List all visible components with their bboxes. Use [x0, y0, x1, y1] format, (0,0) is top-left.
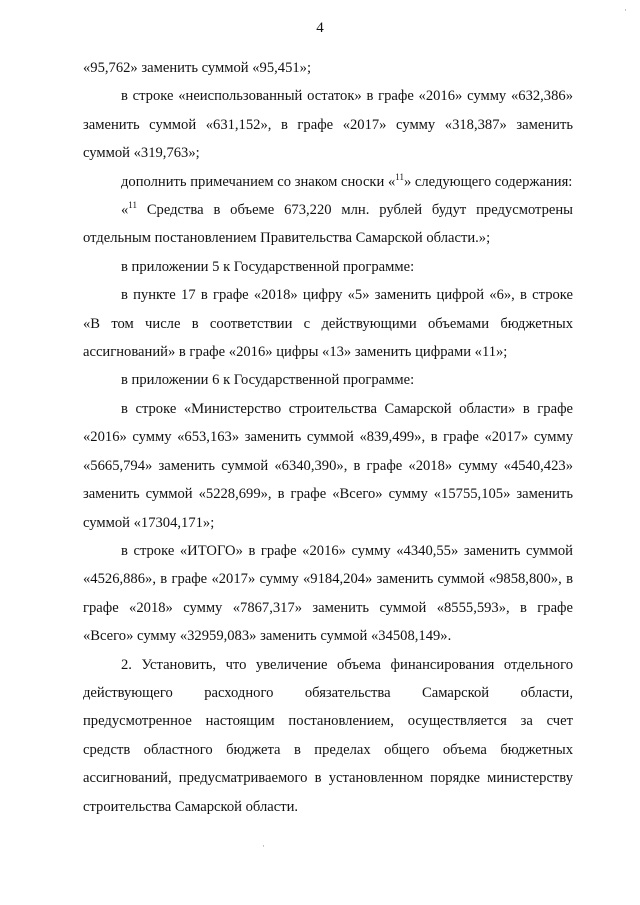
scan-speck: ·	[262, 841, 265, 851]
document-body	[83, 54, 573, 821]
paragraph-4	[83, 196, 573, 253]
footnote-mark: 11	[128, 200, 137, 211]
paragraph-4-text-after: Средства в объеме 673,220 млн. рублей будут предусмотрены отдельным постановлением Правительства Самарской области.»;	[83, 202, 573, 247]
paragraph-9: в строке «ИТОГО» в графе «2016» сумму «4340,55» заменить суммой «4526,886», в графе «2017» сумму «9184,204» заменить суммой «9858,800», в графе «2018» сумму «7867,317» заменить суммой «8555,593», в графе «Всего» сумму «32959,083» заменить суммой «34508,149».	[83, 542, 573, 645]
footnote-mark: 11	[395, 171, 404, 182]
paragraph-6: в пункте 17 в графе «2018» цифру «5» заменить цифрой «6», в строке «В том числе в соответствии с действующими объемами бюджетных ассигнований» в графе «2016» цифры «13» заменить цифрами «11»;	[83, 287, 573, 361]
paragraph-3-text-before: дополнить примечанием со знаком сноски «	[121, 173, 396, 190]
paragraph-5: в приложении 5 к Государственной программе:	[121, 258, 415, 275]
paragraph-1: «95,762» заменить суммой «95,451»;	[83, 60, 312, 76]
paragraph-3-text-after: » следующего содержания:	[403, 173, 573, 190]
paragraph-2: в строке «неиспользованный остаток» в графе «2016» сумму «632,386» заменить суммой «631,152», в графе «2017» сумму «318,387» заменить суммой «319,763»;	[83, 88, 573, 162]
paragraph-7: в приложении 6 к Государственной программе:	[121, 372, 415, 389]
paragraph-10: 2. Установить, что увеличение объема финансирования отдельного действующего расходного обязательства Самарской области, предусмотренное настоящим постановлением, осуществляется за счет средств областного бюджета в пределах общего объема бюджетных ассигнований, предусматриваемого в установленном порядке министерству строительства Самарской области.	[83, 656, 573, 815]
paragraph-4-text-before: «	[121, 202, 129, 219]
paragraph-3	[83, 168, 573, 196]
page-number: 4	[316, 20, 324, 36]
paragraph-8: в строке «Министерство строительства Самарской области» в графе «2016» сумму «653,163» заменить суммой «839,499», в графе «2017» сумму «5665,794» заменить суммой «6340,390», в графе «2018» сумму «4540,423» заменить суммой «5228,699», в графе «Всего» сумму «15755,105» заменить суммой «17304,171»;	[83, 400, 573, 531]
scan-speck: ·	[624, 5, 627, 15]
